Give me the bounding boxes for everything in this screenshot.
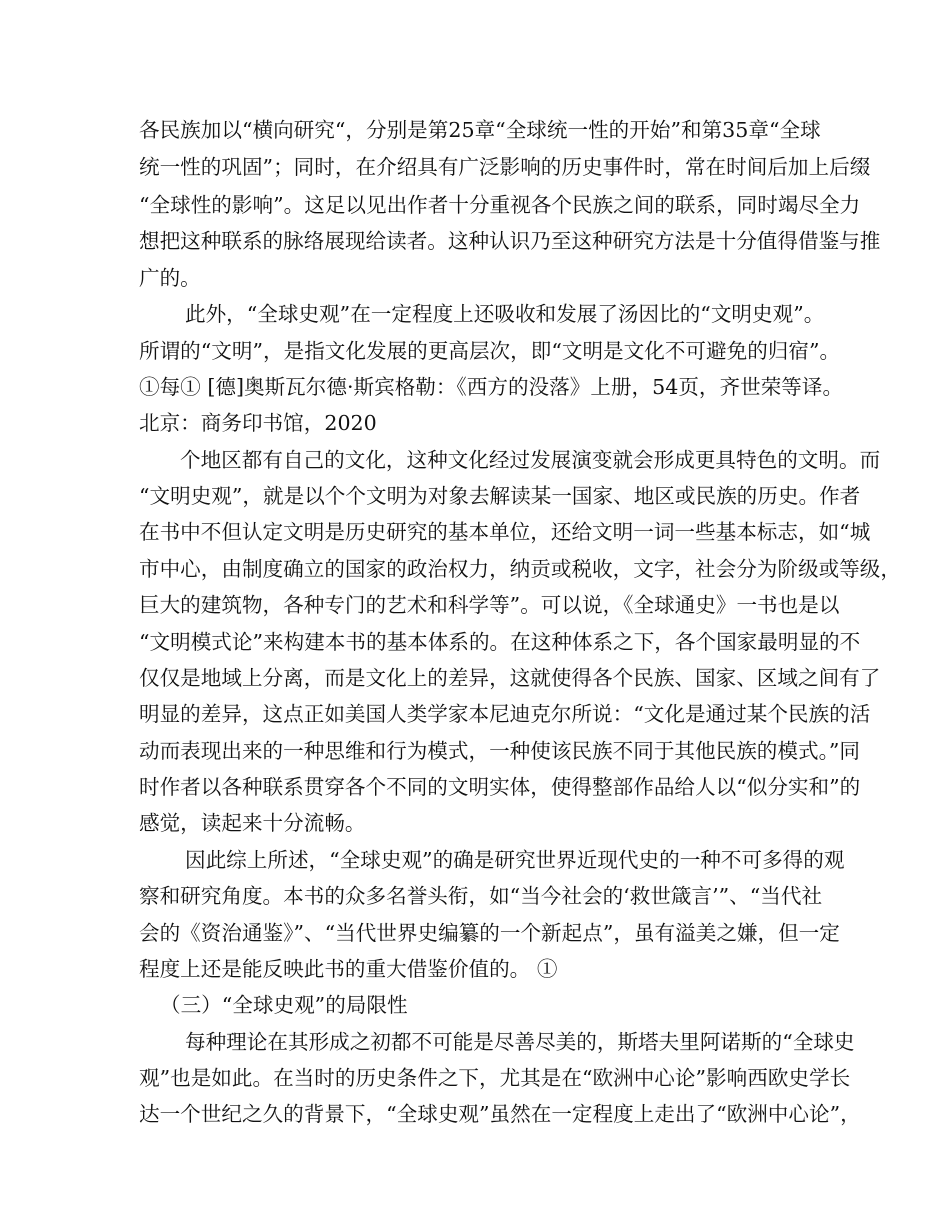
text-line: 会的《资治通鉴》”、“当代世界史编纂的一个新起点”，虽有溢美之嫌，但一定 (139, 921, 840, 945)
text-line: 程度上还是能反映此书的重大借鉴价值的。 ① (139, 957, 558, 981)
text-line: 市中心，由制度确立的国家的政治权力，纳贡或税收，文字，社会分为阶级或等级， (139, 557, 901, 581)
text-line: “文明史观”，就是以个个文明为对象去解读某一国家、地区或民族的历史。作者 (139, 484, 861, 508)
text-line: 明显的差异，这点正如美国人类学家本尼迪克尔所说：“文化是通过某个民族的活 (139, 702, 871, 726)
paragraph-first-line: 个地区都有自己的文化，这种文化经过发展演变就会形成更具特色的文明。而 (180, 448, 881, 472)
text-line: 巨大的建筑物，各种专门的艺术和科学等”。可以说，《全球通史》一书也是以 (139, 593, 840, 617)
text-line: 动而表现出来的一种思维和行为模式，一种使该民族不同于其他民族的模式。”同 (139, 739, 861, 763)
text-line: 所谓的“文明”，是指文化发展的更高层次，即“文明是文化不可避免的归宿”。 (139, 339, 841, 363)
text-line: 仅仅是地域上分离，而是文化上的差异，这就使得各个民族、国家、区域之间有了 (139, 666, 881, 690)
text-line: 察和研究角度。本书的众多名誉头衔，如“当今社会的‘救世箴言’”、“当代社 (139, 884, 823, 908)
text-line: 观”也是如此。在当时的历史条件之下，尤其是在“欧洲中心论”影响西欧史学长 (139, 1066, 851, 1090)
text-line: 时作者以各种联系贯穿各个不同的文明实体，使得整部作品给人以“似分实和”的 (139, 775, 861, 799)
footnote-line: 北京：商务印书馆，2020 (139, 411, 377, 435)
paragraph-first-line: 此外，“全球史观”在一定程度上还吸收和发展了汤因比的“文明史观”。 (185, 302, 825, 326)
text-line: 统一性的巩固”；同时，在介绍具有广泛影响的历史事件时，常在时间后加上后缀 (139, 155, 871, 179)
section-heading: （三）“全球史观”的局限性 (160, 993, 408, 1017)
paragraph-first-line: 每种理论在其形成之初都不可能是尽善尽美的，斯塔夫里阿诺斯的“全球史 (185, 1030, 855, 1054)
text-line: 想把这种联系的脉络展现给读者。这种认识乃至这种研究方法是十分值得借鉴与推 (139, 229, 881, 253)
footnote-line: ①每① [德]奥斯瓦尔德·斯宾格勒：《西方的没落》上册，54页，齐世荣等译。 (139, 375, 844, 399)
text-line: “文明模式论”来构建本书的基本体系的。在这种体系之下，各个国家最明显的不 (139, 630, 861, 654)
text-line: 达一个世纪之久的背景下，“全球史观”虽然在一定程度上走出了“欧洲中心论”， (139, 1102, 861, 1126)
text-line: 感觉，读起来十分流畅。 (139, 811, 366, 835)
text-line: 广的。 (139, 266, 201, 290)
text-line: 各民族加以“横向研究“，分别是第25章“全球统一性的开始”和第35章“全球 (139, 118, 821, 142)
text-line: 在书中不但认定文明是历史研究的基本单位，还给文明一词一些基本标志，如“城 (139, 520, 871, 544)
text-line: “全球性的影响”。这足以见出作者十分重视各个民族之间的联系，同时竭尽全力 (139, 193, 861, 217)
paragraph-first-line: 因此综上所述，“全球史观”的确是研究世界近现代史的一种不可多得的观 (185, 848, 845, 872)
